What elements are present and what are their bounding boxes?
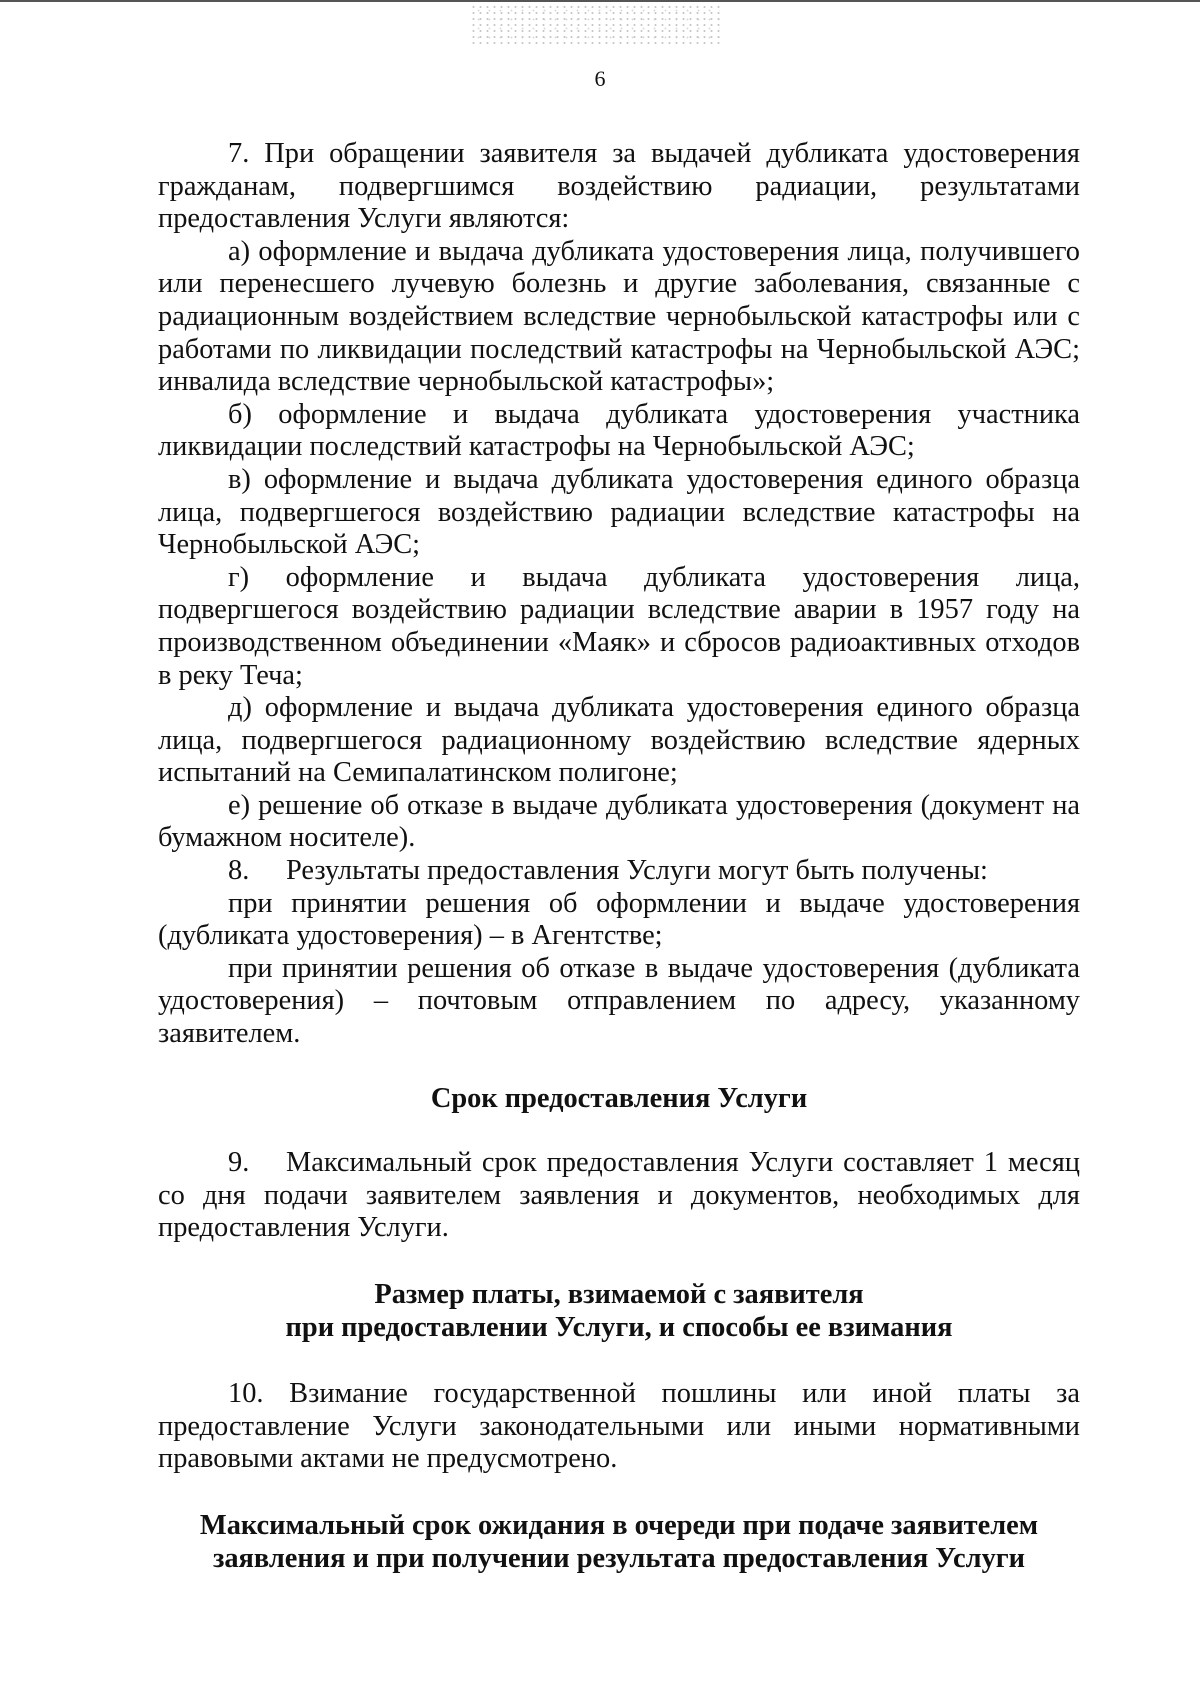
page-number: 6: [594, 66, 606, 91]
heading-max-wait-line-1: Максимальный срок ожидания в очереди при подаче заявителем: [199, 1509, 1039, 1541]
scan-noise-artifact: [470, 4, 720, 44]
scan-edge-line: [0, 0, 1200, 2]
section-7-item-b: б) оформление и выдача дубликата удостоверения участника ликвидации последствий катастрофы на Чернобыльской АЭС;: [158, 398, 1080, 463]
section-8-intro-text: Результаты предоставления Услуги могут быть получены:: [286, 855, 988, 887]
section-8-number: 8.: [228, 855, 250, 887]
heading-max-wait-line-2: заявления и при получении результата предоставления Услуги: [212, 1542, 1026, 1574]
section-9-number: 9.: [228, 1147, 250, 1179]
section-9: [158, 1147, 1080, 1245]
section-7-intro: 7. При обращении заявителя за выдачей дубликата удостоверения гражданам, подвергшимся воздействию радиации, результатами предоставления Услуги являются:: [158, 138, 1080, 235]
document-body: [158, 138, 1080, 1575]
heading-razmer: [158, 1279, 1080, 1344]
section-7-item-g: г) оформление и выдача дубликата удостоверения лица, подвергшегося воздействию радиации вследствие аварии в 1957 году на производственном объединении «Маяк» и сбросов радиоактивных отходов в реку Теча;: [158, 561, 1080, 691]
section-8-intro: [158, 855, 1080, 888]
section-10: 10. Взимание государственной пошлины или иной платы за предоставление Услуги законодательными или иными нормативными правовыми актами не предусмотрено.: [158, 1378, 1080, 1475]
section-7-item-v: в) оформление и выдача дубликата удостоверения единого образца лица, подвергшегося воздействию радиации вследствие катастрофы на Чернобыльской АЭС;: [158, 463, 1080, 561]
heading-razmer-line-2: при предоставлении Услуги, и способы ее взимания: [285, 1311, 953, 1343]
section-7-item-d: д) оформление и выдача дубликата удостоверения единого образца лица, подвергшегося радиационному воздействию вследствие ядерных испытаний на Семипалатинском полигоне;: [158, 692, 1080, 789]
section-9-text: Максимальный срок предоставления Услуги составляет 1 месяц со дня подачи заявителем заявления и документов, необходимых для предоставления Услуги.: [158, 1147, 1080, 1244]
section-8-paragraph-1: при принятии решения об оформлении и выдаче удостоверения (дубликата удостоверения) – в Агентстве;: [158, 887, 1080, 952]
heading-max-wait: [158, 1510, 1080, 1575]
section-7-item-a: а) оформление и выдача дубликата удостоверения лица, получившего или перенесшего лучевую болезнь и другие заболевания, связанные с радиационным воздействием вследствие чернобыльской катастрофы или с работами по ликвидации последствий катастрофы на Чернобыльской АЭС; инвалида вследствие чернобыльской катастрофы»;: [158, 235, 1080, 398]
section-7-item-e: е) решение об отказе в выдаче дубликата удостоверения (документ на бумажном носителе).: [158, 789, 1080, 854]
heading-srok: Срок предоставления Услуги: [430, 1082, 808, 1114]
heading-razmer-line-1: Размер платы, взимаемой с заявителя: [374, 1279, 864, 1310]
section-8-paragraph-2: при принятии решения об отказе в выдаче удостоверения (дубликата удостоверения) – почтовым отправлением по адресу, указанному заявителем.: [158, 952, 1080, 1050]
